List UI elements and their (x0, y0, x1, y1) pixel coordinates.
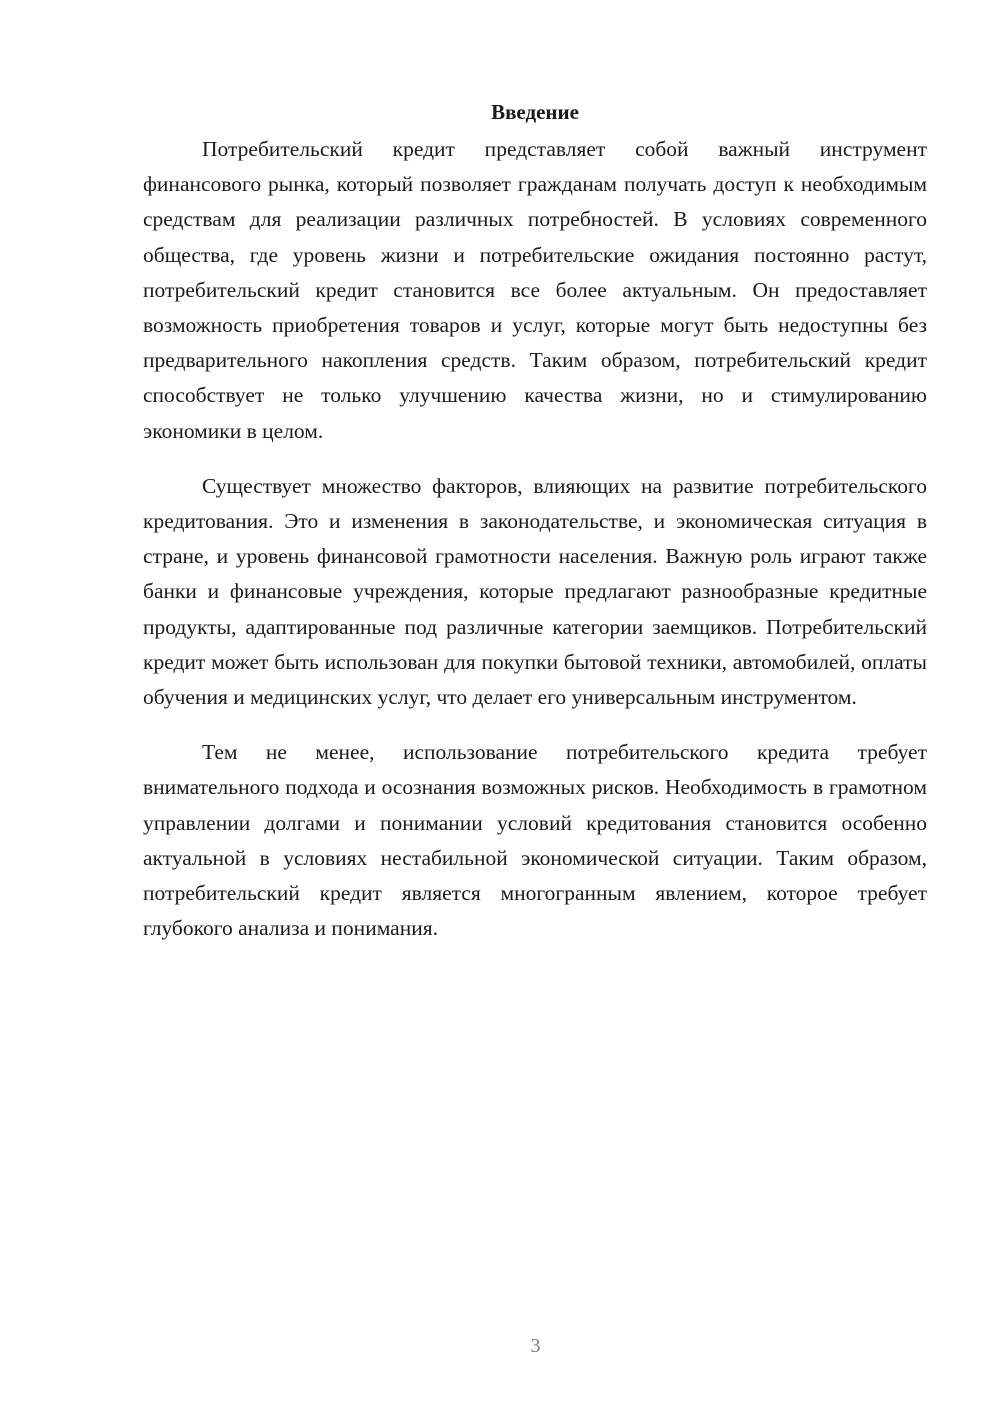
page-number: 3 (530, 1335, 541, 1357)
paragraph-3: Тем не менее, использование потребительского кредита требует внимательного подхода и осознания возможных рисков. Необходимость в грамотном управлении долгами и понимании условий кредитования становится особенно актуальной в условиях нестабильной экономической ситуации. Таким образом, потребительский кредит является многогранным явлением, которое требует глубокого анализа и понимания. (143, 740, 927, 941)
page-content (143, 97, 927, 966)
section-title: Введение (491, 100, 579, 124)
paragraph-2: Существует множество факторов, влияющих на развитие потребительского кредитования. Это и изменения в законодательстве, и экономическая ситуация в стране, и уровень финансовой грамотности населения. Важную роль играют также банки и финансовые учреждения, которые предлагают разнообразные кредитные продукты, адаптированные под различные категории заемщиков. Потребительский кредит может быть использован для покупки бытовой техники, автомобилей, оплаты обучения и медицинских услуг, что делает его универсальным инструментом. (143, 473, 927, 710)
paragraph-1: Потребительский кредит представляет собой важный инструмент финансового рынка, который позволяет гражданам получать доступ к необходимым средствам для реализации различных потребностей. В условиях современного общества, где уровень жизни и потребительские ожидания постоянно растут, потребительский кредит становится все более актуальным. Он предоставляет возможность приобретения товаров и услуг, которые могут быть недоступны без предварительного накопления средств. Таким образом, потребительский кредит способствует не только улучшению качества жизни, но и стимулированию экономики в целом. (143, 137, 927, 443)
